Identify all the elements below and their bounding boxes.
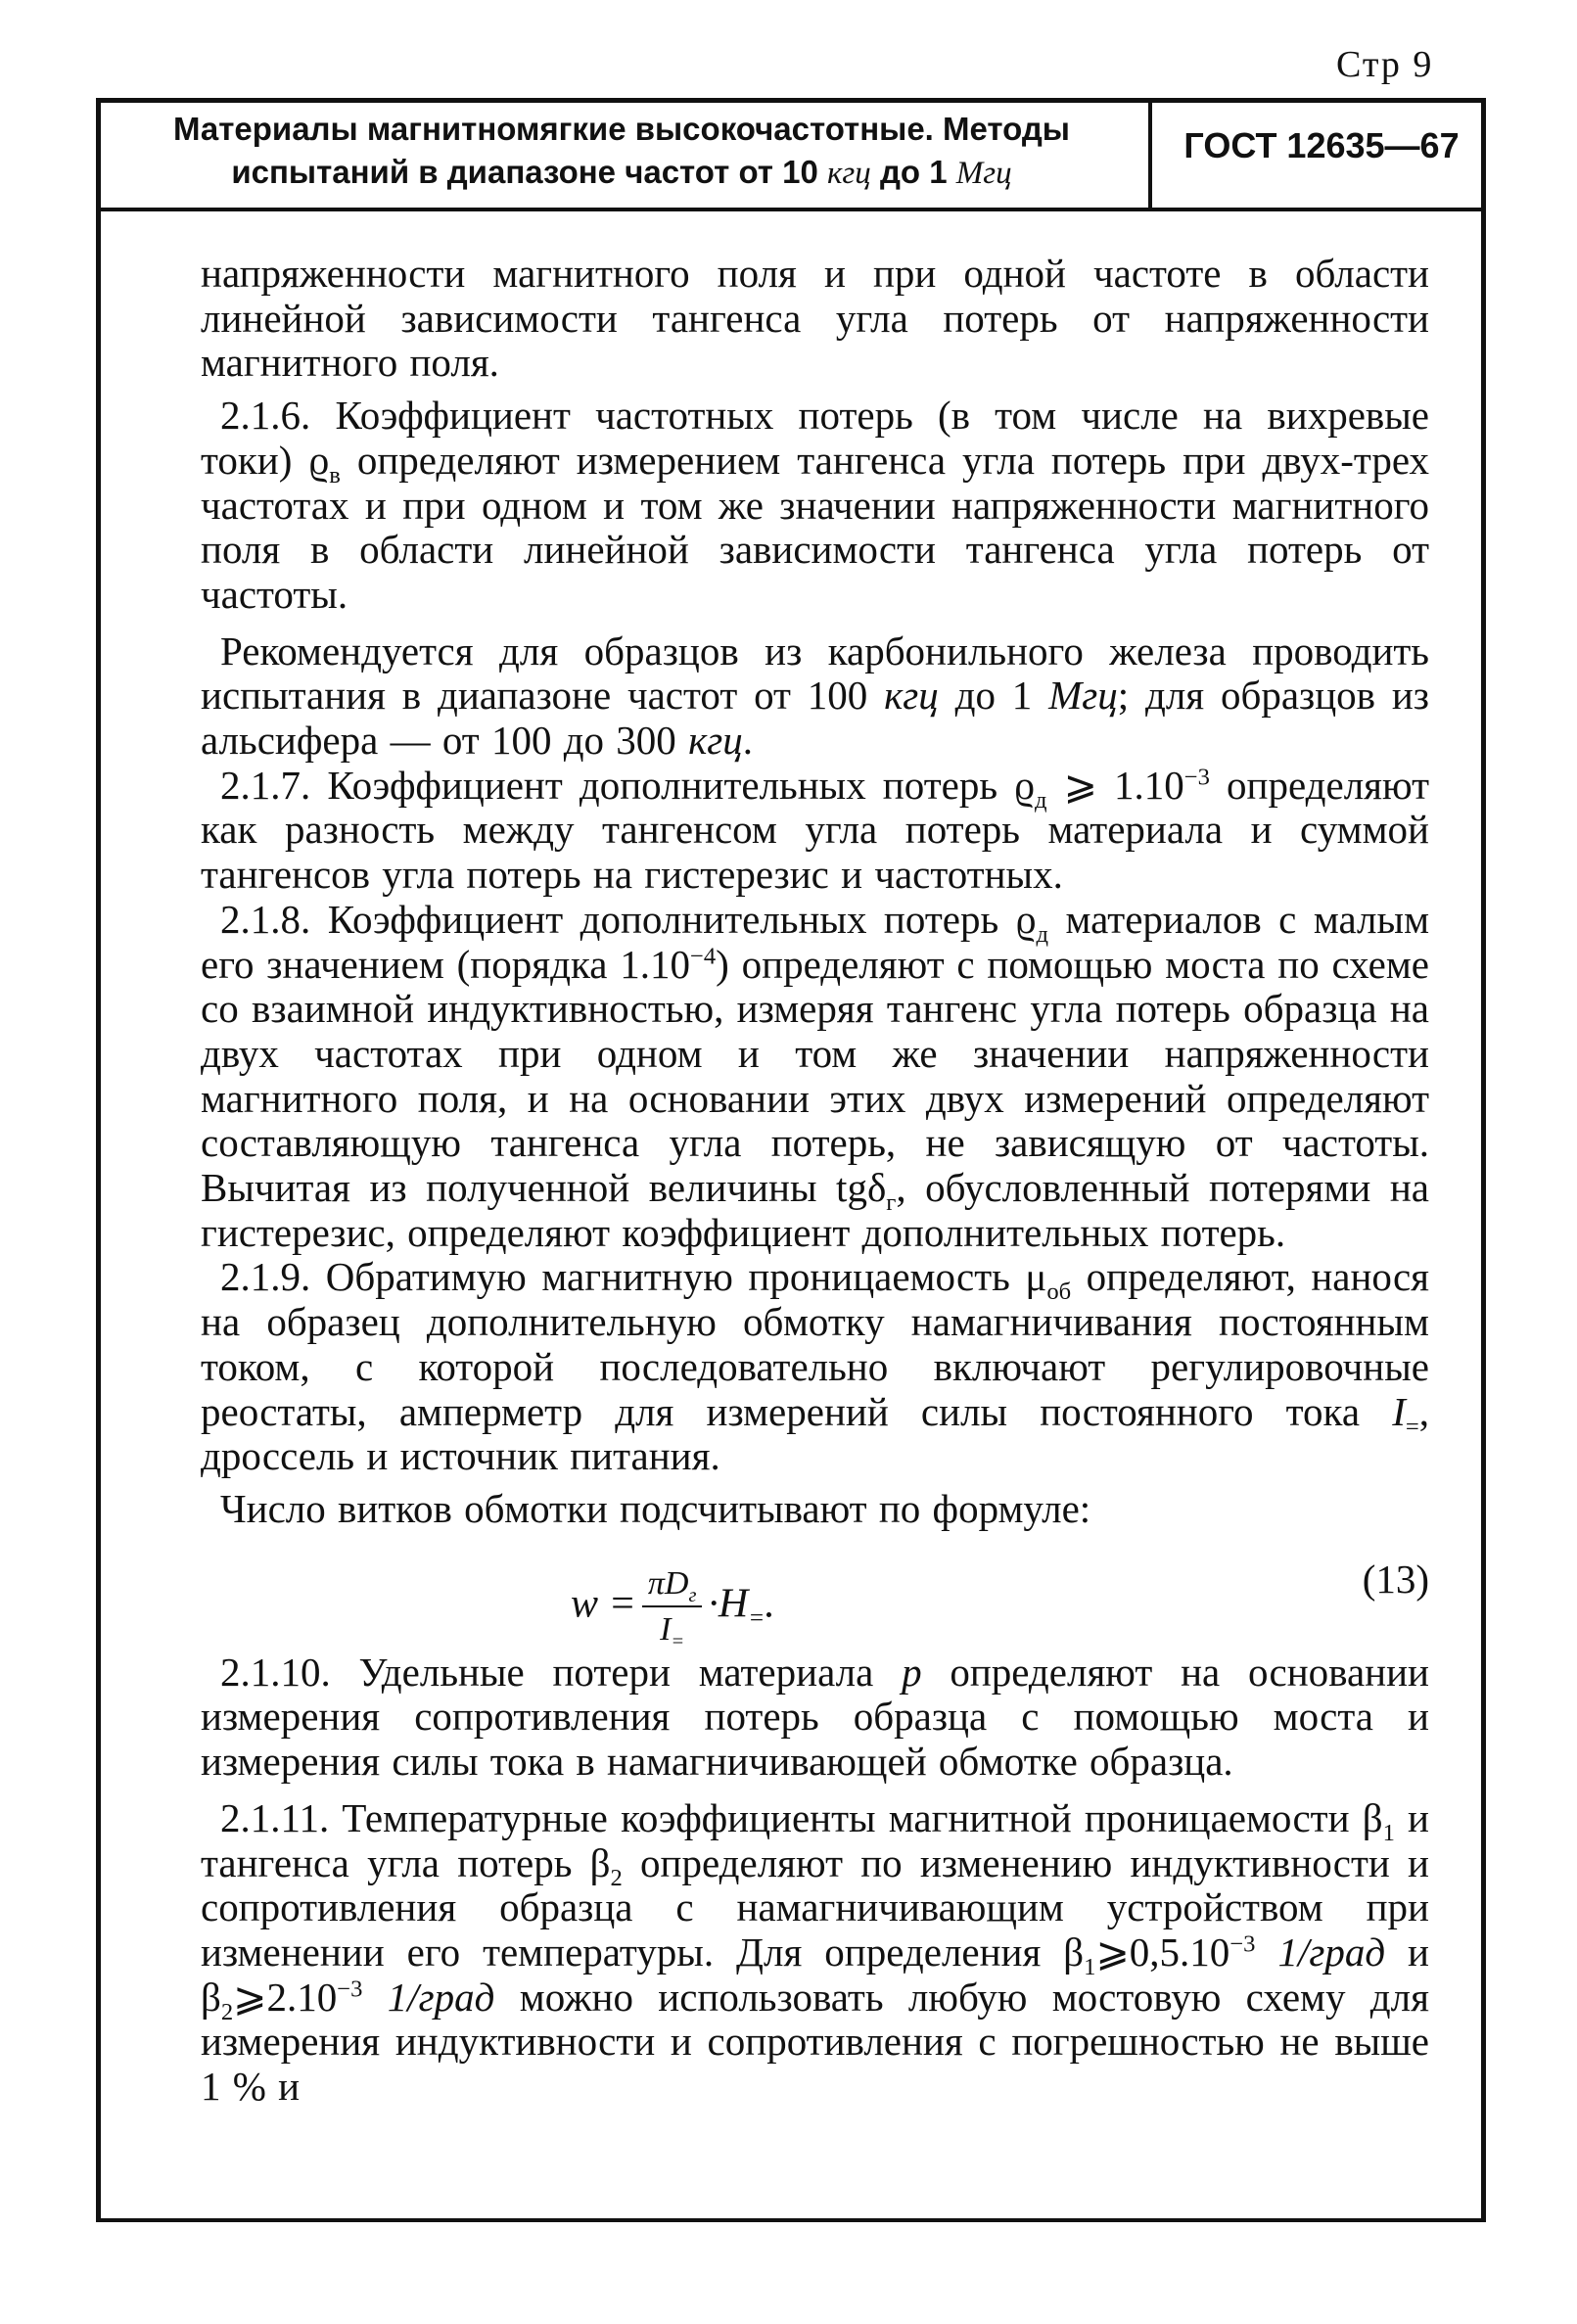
formula-lhs: w = bbox=[571, 1581, 636, 1627]
paragraph-2-1-11 bbox=[201, 1796, 1429, 2110]
symbol-p: p bbox=[902, 1649, 922, 1695]
subscript: 2 bbox=[610, 1864, 623, 1891]
title-line-2 bbox=[117, 151, 1126, 195]
unit-mhz: Мгц bbox=[955, 156, 1012, 191]
text: 2.1.11. Температурные коэффициенты магнитной проницаемости β bbox=[220, 1794, 1383, 1840]
text: определяют, нанося на образец дополнительную обмотку намагничивания постоянным током, с которой последовательно включают регулировочные реостаты, амперметр для измерений силы постоянного тока bbox=[201, 1254, 1429, 1434]
subscript: г bbox=[886, 1189, 897, 1217]
unit-khz: кгц bbox=[827, 156, 871, 191]
paragraph-2-1-9 bbox=[201, 1255, 1429, 1479]
formula-expression bbox=[571, 1561, 775, 1652]
title-text: до 1 bbox=[870, 154, 956, 190]
page-number: Стр 9 bbox=[1336, 44, 1434, 85]
formula-rhs: ·H bbox=[708, 1581, 749, 1627]
denominator-text: I bbox=[660, 1611, 672, 1649]
title-text: испытаний в диапазоне частот от 10 bbox=[231, 154, 827, 190]
superscript: −3 bbox=[1183, 764, 1210, 791]
subscript: в bbox=[329, 462, 341, 488]
subscript: 1 bbox=[1084, 1954, 1096, 1981]
text: 2.1.8. Коэффициент дополнительных потерь bbox=[220, 896, 1016, 942]
text: Рекомендуется для образцов из карбонильного железа проводить испытания в диапазоне частот от 100 bbox=[201, 627, 1429, 719]
text: определяют по изменению индуктивности и сопротивления образца с намагничивающим устройством при изменении его температуры. Для определения β bbox=[201, 1839, 1430, 1975]
subscript: = bbox=[671, 1631, 685, 1653]
text: определяют измерением тангенса угла потерь при двух-трех частотах и при одном и том же значении напряженности магнитного поля в области линейной зависимости тангенса угла потерь от частоты. bbox=[201, 437, 1429, 617]
text: ⩾2.10 bbox=[233, 1974, 338, 2020]
document-body bbox=[201, 252, 1429, 2110]
text: ⩾ 1.10 bbox=[1046, 762, 1184, 808]
paragraph-formula-intro: Число витков обмотки подсчитывают по формуле: bbox=[220, 1485, 1091, 1531]
unit: кгц bbox=[688, 718, 743, 764]
formula-fraction bbox=[642, 1561, 703, 1652]
symbol-rho: ϱ bbox=[1014, 762, 1035, 808]
text: ) определяют с помощью моста по схеме со взаимной индуктивностью, измеряя тангенс угла потерь образца на двух частотах при одном и том же значении напряженности магнитного поля, и на основании этих двух измерений определяют составляющую тангенса угла потерь, не зависящую от частоты. Вычитая из полученной величины tgδ bbox=[201, 941, 1429, 1211]
text: до 1 bbox=[938, 673, 1049, 719]
symbol-rho: ϱ bbox=[308, 437, 330, 483]
subscript: д bbox=[1034, 786, 1047, 813]
subscript: об bbox=[1046, 1278, 1072, 1306]
formula-13 bbox=[201, 1538, 1429, 1653]
paragraph-2-1-8 bbox=[201, 898, 1429, 1256]
text: 2.1.6. Коэффициент частотных потерь (в том числе на вихревые токи) bbox=[201, 393, 1429, 483]
superscript: −3 bbox=[1229, 1930, 1256, 1958]
text: ; для образцов из альсифера — от 100 до 300 bbox=[201, 673, 1429, 764]
text: определяют как разность между тангенсом угла потерь материала и суммой тангенсов угла потерь на гистерезис и частотных. bbox=[201, 762, 1430, 898]
symbol-current: I bbox=[1392, 1388, 1406, 1434]
subscript: 2 bbox=[220, 1998, 234, 2025]
equation-number: (13) bbox=[1362, 1556, 1429, 1602]
text: и β bbox=[201, 1929, 1429, 2020]
text: ⩾0,5.10 bbox=[1095, 1929, 1230, 1975]
header-divider bbox=[1148, 98, 1152, 208]
frame-bottom-rule bbox=[96, 2218, 1486, 2222]
title-line-1: Материалы магнитномягкие высокочастотные. Методы bbox=[173, 111, 1070, 147]
paragraph-2-1-6 bbox=[201, 394, 1429, 618]
fraction-numerator bbox=[642, 1561, 703, 1608]
paragraph-2-1-7 bbox=[201, 764, 1429, 898]
text: и тангенса угла потерь β bbox=[201, 1794, 1429, 1885]
subscript: = bbox=[748, 1604, 765, 1632]
text: . bbox=[742, 718, 753, 764]
unit: 1/град bbox=[1255, 1929, 1386, 1975]
unit: кгц bbox=[884, 673, 939, 719]
numerator-text: πD bbox=[647, 1564, 689, 1602]
fraction-denominator bbox=[642, 1607, 703, 1652]
text: 2.1.7. Коэффициент дополнительных потерь bbox=[220, 762, 1015, 808]
subscript: д bbox=[1036, 921, 1049, 949]
unit: 1/град bbox=[362, 1974, 495, 2020]
text: , дроссель и источник питания. bbox=[201, 1388, 1429, 1479]
frame-left-rule bbox=[96, 98, 101, 2222]
unit: Мгц bbox=[1048, 673, 1118, 719]
subscript: = bbox=[1405, 1413, 1419, 1440]
paragraph-recommendation bbox=[201, 629, 1429, 764]
subscript: 1 bbox=[1382, 1819, 1395, 1846]
paragraph-continuation: напряженности магнитного поля и при одной частоте в области линейной зависимости тангенса угла потерь от напряженности магнитного поля. bbox=[201, 251, 1429, 386]
frame-right-rule bbox=[1481, 98, 1486, 2222]
formula-end: . bbox=[765, 1581, 775, 1627]
text: материалов с малым его значением (порядка 1.10 bbox=[201, 896, 1430, 987]
text: 2.1.10. Удельные потери материала bbox=[220, 1649, 903, 1695]
standard-code: ГОСТ 12635—67 bbox=[1183, 125, 1460, 165]
document-title bbox=[117, 108, 1126, 195]
paragraph-2-1-10 bbox=[201, 1650, 1429, 1785]
text: 2.1.9. Обратимую магнитную проницаемость μ bbox=[220, 1254, 1047, 1300]
subscript: г bbox=[688, 1584, 697, 1606]
superscript: −4 bbox=[690, 942, 717, 969]
text: определяют на основании измерения сопротивления потерь образца с помощью моста и измерения силы тока в намагничивающей обмотке образца. bbox=[201, 1649, 1430, 1785]
frame-top-rule bbox=[96, 98, 1486, 103]
text: , обусловленный потерями на гистерезис, определяют коэффициент дополнительных потерь. bbox=[201, 1165, 1429, 1255]
text: можно использовать любую мостовую схему для измерения индуктивности и сопротивления с погрешностью не выше 1 % и bbox=[201, 1974, 1429, 2110]
symbol-rho: ϱ bbox=[1015, 896, 1037, 942]
superscript: −3 bbox=[337, 1975, 363, 2002]
header-bottom-rule bbox=[96, 208, 1486, 211]
